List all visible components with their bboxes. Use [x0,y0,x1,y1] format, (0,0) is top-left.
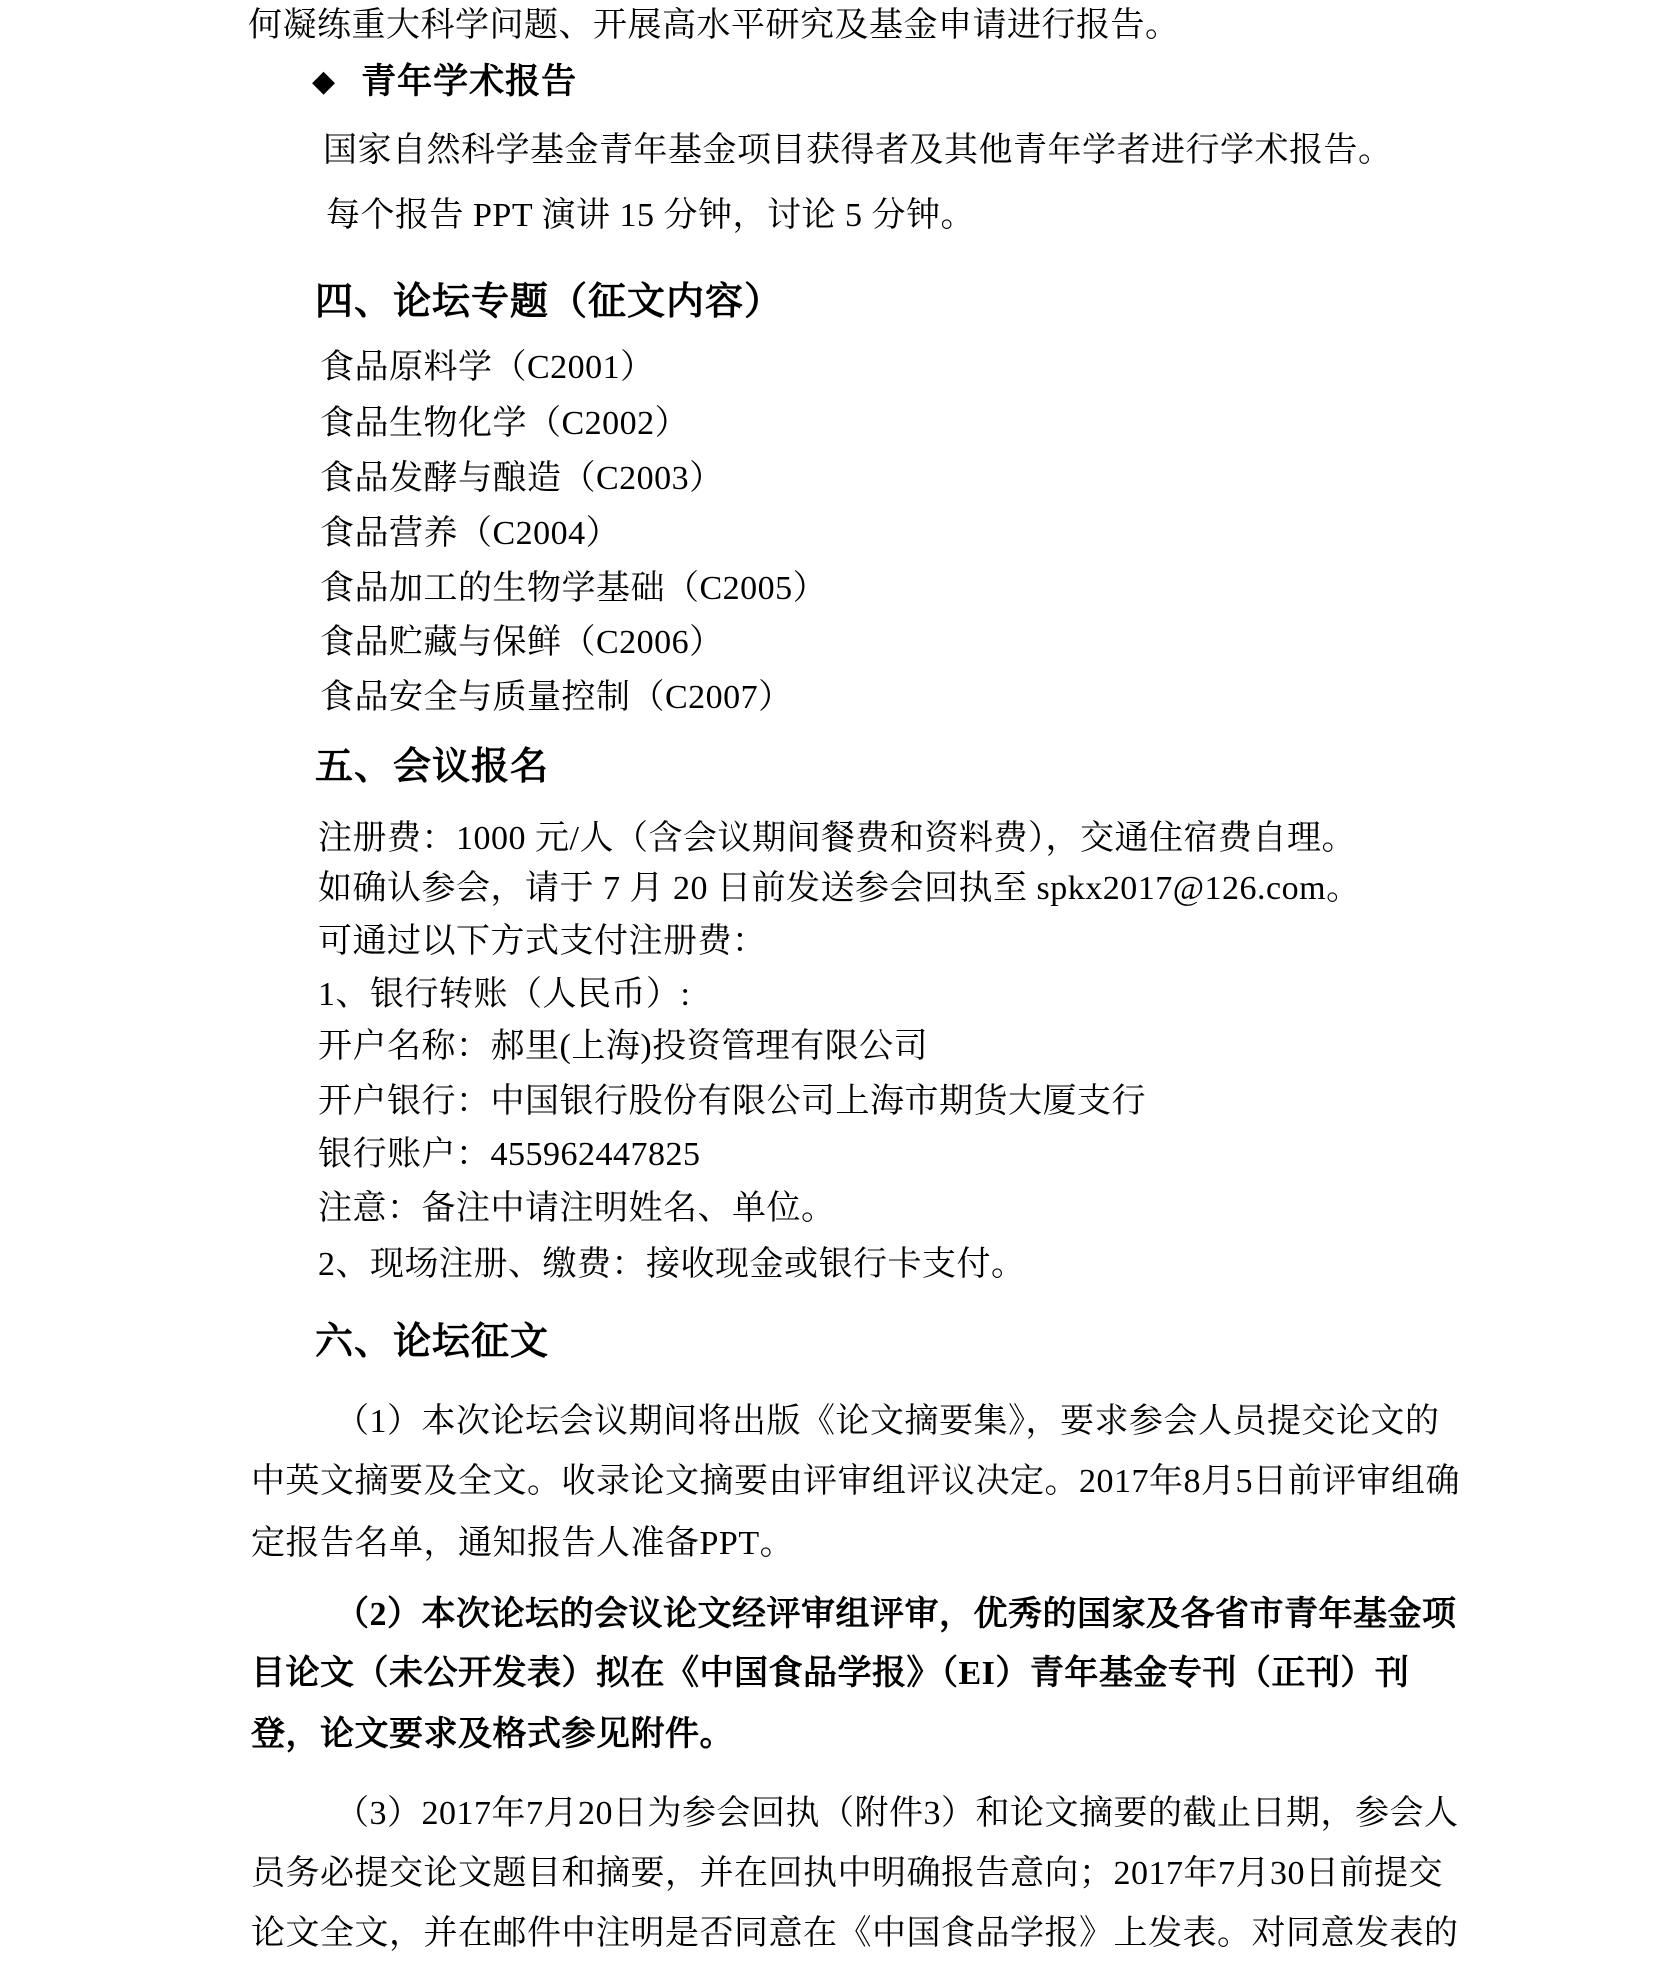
registration-line: 可通过以下方式支付注册费： [318,923,767,960]
youth-report-line: 每个报告 PPT 演讲 15 分钟，讨论 5 分钟。 [326,197,975,234]
paragraph-line: （1）本次论坛会议期间将出版《论文摘要集》，要求参会人员提交论文的 [335,1403,1440,1440]
topic-item: 食品原料学（C2001） [320,349,655,386]
registration-line: 如确认参会，请于 7 月 20 日前发送参会回执至 spkx2017@126.com。 [318,870,1361,907]
registration-line: 1、银行转账（人民币）: [318,976,691,1013]
section-heading-papers: 六、论坛征文 [315,1321,550,1363]
registration-line-account-number: 银行账户：455962447825 [318,1136,701,1173]
paragraph-line: 员务必提交论文题目和摘要，并在回执中明确报告意向；2017年7月30日前提交 [251,1855,1443,1892]
registration-line-account-name: 开户名称：郝里(上海)投资管理有限公司 [318,1028,929,1065]
topic-item: 食品安全与质量控制（C2007） [320,679,793,716]
registration-line: 注意：备注中请注明姓名、单位。 [318,1190,836,1227]
paragraph-line-bold: 登，论文要求及格式参见附件。 [251,1716,734,1753]
topic-item: 食品营养（C2004） [320,515,621,552]
paragraph-line: 论文全文，并在邮件中注明是否同意在《中国食品学报》上发表。对同意发表的 [251,1915,1459,1952]
paragraph-line: 定报告名单，通知报告人准备PPT。 [251,1525,795,1562]
topic-item: 食品贮藏与保鲜（C2006） [320,624,724,661]
intro-paragraph-line: 何凝练重大科学问题、开展高水平研究及基金申请进行报告。 [248,7,1180,44]
section-heading-registration: 五、会议报名 [315,746,550,788]
paragraph-line-bold: （2）本次论坛的会议论文经评审组评审，优秀的国家及各省市青年基金项 [335,1596,1457,1633]
paragraph-line: （3）2017年7月20日为参会回执（附件3）和论文摘要的截止日期，参会人 [335,1795,1459,1832]
section-heading-topics: 四、论坛专题（征文内容） [315,281,784,323]
youth-report-title: 青年学术报告 [361,62,578,101]
topic-item: 食品发酵与酿造（C2003） [320,460,724,497]
registration-line: 2、现场注册、缴费：接收现金或银行卡支付。 [318,1246,1026,1283]
diamond-bullet-icon: ◆ [312,63,336,99]
topic-item: 食品生物化学（C2002） [320,405,690,442]
registration-line: 注册费：1000 元/人（含会议期间餐费和资料费），交通住宿费自理。 [318,820,1356,857]
registration-line-bank: 开户银行：中国银行股份有限公司上海市期货大厦支行 [318,1083,1146,1120]
paragraph-line-bold: 目论文（未公开发表）拟在《中国食品学报》（EI）青年基金专刊（正刊）刊 [251,1655,1410,1692]
youth-report-line: 国家自然科学基金青年基金项目获得者及其他青年学者进行学术报告。 [323,132,1393,169]
topic-item: 食品加工的生物学基础（C2005） [320,570,828,607]
paragraph-line: 中英文摘要及全文。收录论文摘要由评审组评议决定。2017年8月5日前评审组确 [251,1463,1460,1500]
youth-report-header [312,64,577,99]
